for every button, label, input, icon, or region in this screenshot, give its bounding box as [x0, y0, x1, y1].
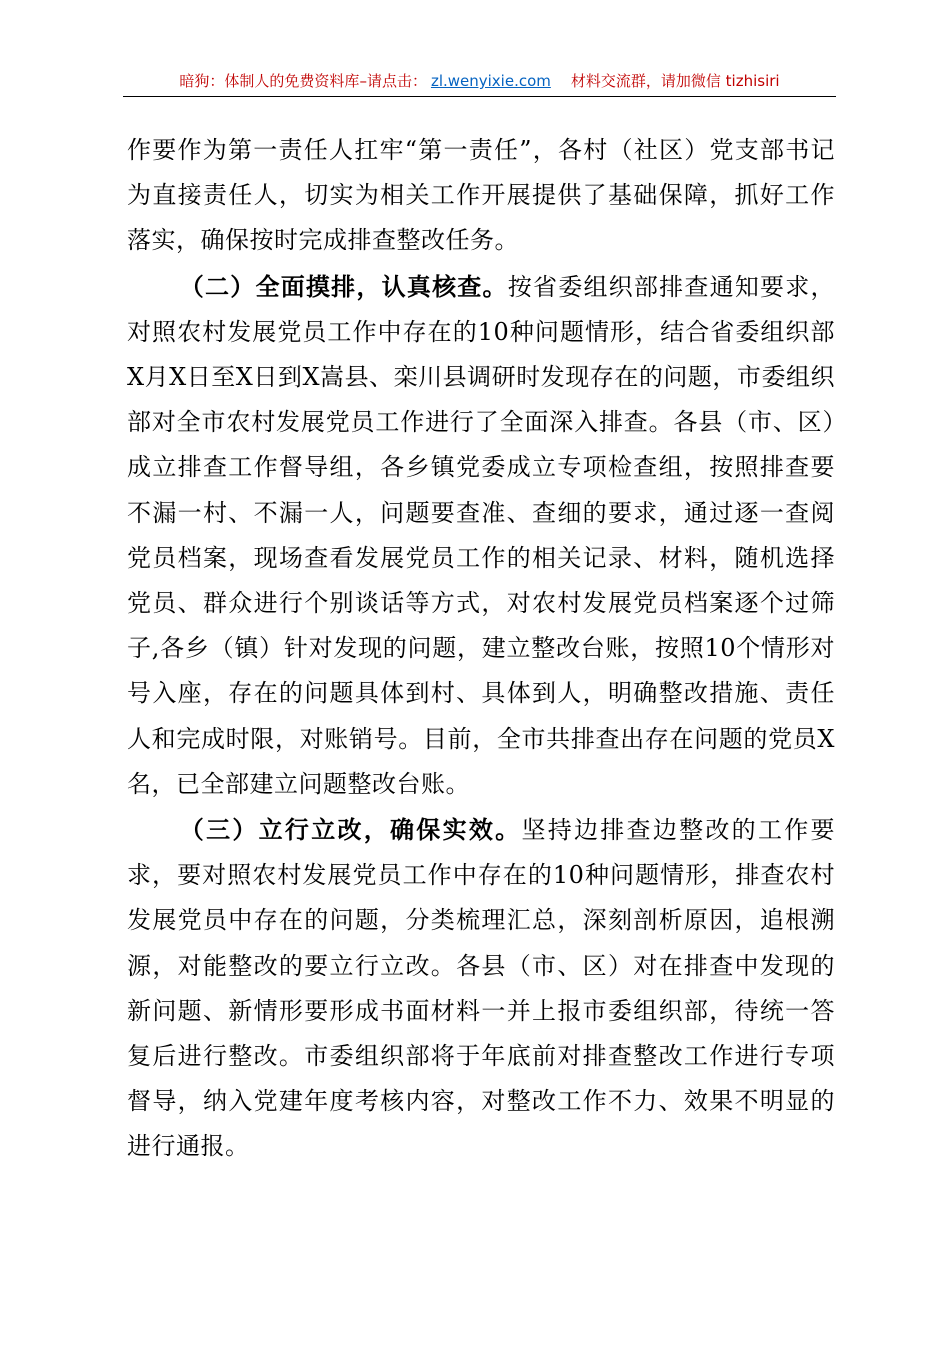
page-header [123, 70, 836, 97]
section-3-heading: （三）立行立改，确保实效。 [179, 815, 522, 845]
paragraph-1: 作要作为第一责任人扛牢“第一责任”，各村（社区）党支部书记为直接责任人，切实为相关工作开展提供了基础保障，抓好工作落实，确保按时完成排查整改任务。 [127, 136, 835, 255]
section-2-heading: （二）全面摸排，认真核查。 [179, 271, 508, 301]
section-2-paragraph [127, 264, 835, 807]
header-link[interactable]: zl.wenyixie.com [430, 72, 551, 90]
section-3-paragraph [127, 807, 835, 1170]
header-note: 材料交流群，请加微信 tizhisiri [570, 72, 780, 90]
section-2-text: 按省委组织部排查通知要求，对照农村发展党员工作中存在的10种问题情形，结合省委组织部X月X日至X日到X嵩县、栾川县调研时发现存在的问题，市委组织部对全市农村发展党员工作进行了全面深入排查。各县（市、区）成立排查工作督导组，各乡镇党委成立专项检查组，按照排查要不漏一村、不漏一人，问题要查准、查细的要求，通过逐一查阅党员档案，现场查看发展党员工作的相关记录、材料，随机选择党员、群众进行个别谈话等方式，对农村发展党员档案逐个过筛子,各乡（镇）针对发现的问题，建立整改台账，按照10个情形对号入座，存在的问题具体到村、具体到人，明确整改措施、责任人和完成时限，对账销号。目前，全市共排查出存在问题的党员X名，已全部建立问题整改台账。 [127, 272, 836, 798]
header-brand: 暗狗：体制人的免费资料库 [179, 72, 360, 90]
document-body [127, 128, 835, 1170]
section-3-text: 坚持边排查边整改的工作要求，要对照农村发展党员工作中存在的10种问题情形，排查农村发展党员中存在的问题，分类梳理汇总，深刻剖析原因，追根溯源，对能整改的要立行立改。各县（市、区）对在排查中发现的新问题、新情形要形成书面材料一并上报市委组织部，待统一答复后进行整改。市委组织部将于年底前对排查整改工作进行专项督导，纳入党建年度考核内容，对整改工作不力、效果不明显的进行通报。 [127, 816, 836, 1161]
header-prompt: –请点击： [359, 72, 427, 90]
